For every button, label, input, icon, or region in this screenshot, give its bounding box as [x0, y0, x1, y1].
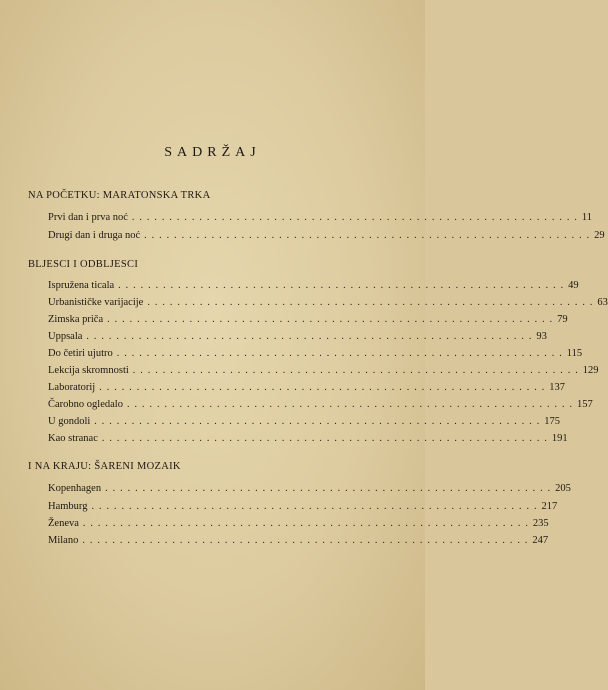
dot-leader: ............................................................ [101, 433, 552, 444]
dot-leader: ............................................................ [132, 365, 583, 376]
entry-page-number: 129 [582, 365, 599, 376]
entry-page-number: 79 [557, 314, 568, 325]
toc-entry [48, 212, 593, 228]
entry-page-number: 191 [551, 433, 568, 444]
toc-entry [48, 433, 568, 449]
dot-leader: ............................................................ [86, 331, 537, 342]
toc-entry [48, 314, 568, 330]
entry-title: Milano [48, 535, 79, 546]
dot-leader: ............................................................ [94, 416, 545, 427]
entry-page-number: 137 [549, 382, 565, 393]
entry-title: Prvi dan i prva noć [48, 212, 128, 223]
toc-entry [48, 535, 549, 551]
entry-title: Do četiri ujutro [48, 348, 113, 359]
entry-title: Kao stranac [48, 433, 98, 444]
entry-page-number: 63 [597, 297, 608, 308]
section-heading-3: I NA KRAJU: ŠARENI MOZAIK [28, 461, 181, 472]
entry-title: Hamburg [48, 501, 88, 512]
entry-title: U gondoli [48, 416, 91, 427]
toc-entry [48, 365, 599, 381]
entry-title: Urbanističke varijacije [48, 297, 144, 308]
entry-title: Ženeva [48, 518, 79, 529]
dot-leader: ............................................................ [118, 280, 569, 291]
entry-page-number: 217 [541, 501, 558, 512]
entry-title: Uppsala [48, 331, 83, 342]
toc-entry [48, 518, 549, 534]
section-heading-2: BLJESCI I ODBLJESCI [28, 259, 139, 270]
dot-leader: ............................................................ [91, 501, 542, 512]
entry-title: Laboratorij [48, 382, 96, 393]
entry-page-number: 205 [555, 483, 571, 494]
entry-title: Ispružena ticala [48, 280, 115, 291]
toc-entry [48, 501, 558, 517]
toc-entry [48, 399, 593, 415]
toc-entry [48, 331, 547, 347]
toc-entry [48, 230, 605, 246]
entry-page-number: 157 [576, 399, 593, 410]
entry-page-number: 235 [532, 518, 549, 529]
toc-entry [48, 382, 565, 398]
dot-leader: ............................................................ [105, 483, 556, 494]
entry-title: Lekcija skromnosti [48, 365, 129, 376]
dot-leader: ............................................................ [131, 212, 582, 223]
toc-entry [48, 483, 571, 499]
entry-page-number: 29 [594, 230, 605, 241]
entry-page-number: 175 [544, 416, 561, 427]
entry-page-number: 11 [581, 212, 593, 223]
entry-page-number: 115 [566, 348, 583, 359]
entry-title: Zimska priča [48, 314, 104, 325]
entry-title: Kopenhagen [48, 483, 102, 494]
toc-entry [48, 348, 583, 364]
dot-leader: ............................................................ [147, 297, 598, 308]
dot-leader: ............................................................ [82, 535, 533, 546]
dot-leader: ............................................................ [144, 230, 595, 241]
dot-leader: ............................................................ [99, 382, 550, 393]
entry-page-number: 49 [568, 280, 579, 291]
toc-entry [48, 297, 608, 313]
entry-title: Čarobno ogledalo [48, 399, 123, 410]
dot-leader: ............................................................ [82, 518, 533, 529]
section-heading-1: NA POČETKU: MARATONSKA TRKA [28, 190, 211, 201]
dot-leader: ............................................................ [116, 348, 567, 359]
entry-page-number: 247 [532, 535, 549, 546]
entry-page-number: 93 [536, 331, 547, 342]
toc-entry [48, 280, 579, 296]
toc-entry [48, 416, 561, 432]
dot-leader: ............................................................ [107, 314, 558, 325]
dot-leader: ............................................................ [126, 399, 577, 410]
entry-title: Drugi dan i druga noć [48, 230, 141, 241]
page-title: SADRŽAJ [164, 145, 261, 160]
